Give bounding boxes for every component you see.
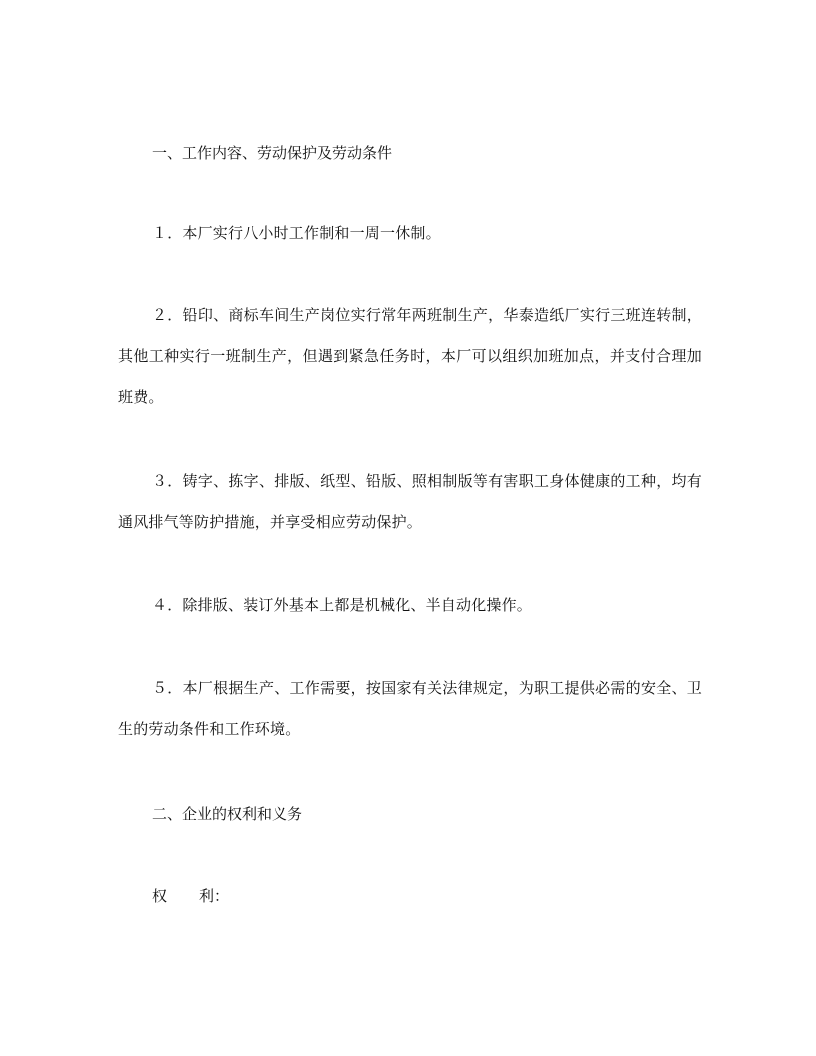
rights-label	[152, 886, 229, 906]
paragraph-item-1: １．本厂实行八小时工作制和一周一休制。	[152, 224, 441, 242]
paragraph-item-2: ２．铅印、商标车间生产岗位实行常年两班制生产，华泰造纸厂实行三班连转制，其他工种实行一班制生产，但遇到紧急任务时，本厂可以组织加班加点，并支付合理加班费。	[118, 306, 702, 406]
rights-label-char-2: 利：	[199, 887, 230, 905]
section-2-title: 二、企业的权利和义务	[152, 805, 303, 823]
paragraph-item-3: ３．铸字、拣字、排版、纸型、铅版、照相制版等有害职工身体健康的工种，均有通风排气等防护措施，并享受相应劳动保护。	[118, 472, 702, 531]
rights-label-char-1: 权	[152, 887, 168, 905]
paragraph-item-5: ５．本厂根据生产、工作需要，按国家有关法律规定，为职工提供必需的安全、卫生的劳动条件和工作环境。	[118, 679, 702, 738]
paragraph-item-4: ４．除排版、装订外基本上都是机械化、半自动化操作。	[152, 596, 533, 614]
section-1-title: 一、工作内容、劳动保护及劳动条件	[152, 144, 393, 162]
